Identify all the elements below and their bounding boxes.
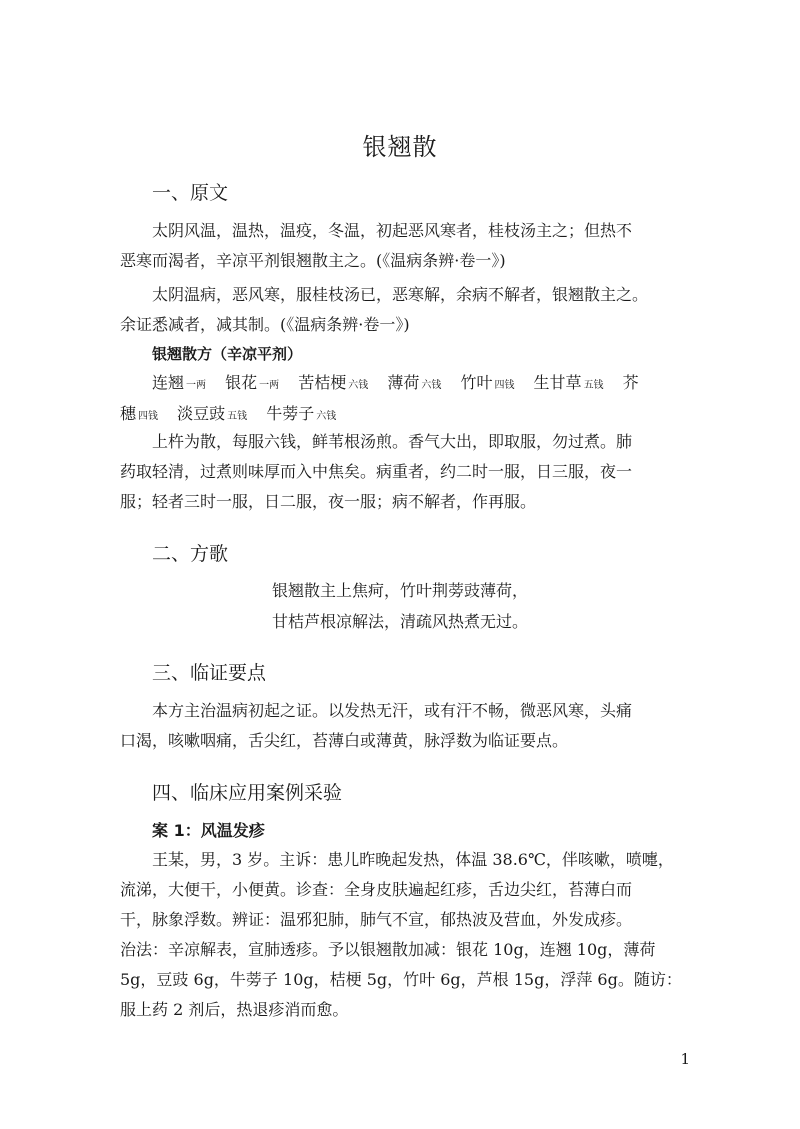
text-line: 药取轻清，过煮则味厚而入中焦矣。病重者，约二时一服，日三服，夜一: [120, 462, 633, 481]
text-line: 服；轻者三时一服，日二服，夜一服；病不解者，作再服。: [120, 492, 537, 511]
key-points-paragraph: [120, 696, 692, 756]
text-line: 王某，男，3 岁。主诉：患儿昨晚起发热，体温 38.6℃，伴咳嗽，喷嚏，: [152, 850, 674, 869]
herb-item: [177, 404, 247, 423]
herb-dose: 五钱: [227, 411, 248, 422]
herb-dose: 六钱: [421, 380, 442, 391]
original-paragraph-2: [120, 280, 692, 340]
herb-item: [387, 373, 441, 392]
text-line: 上杵为散，每服六钱，鲜苇根汤煎。香气大出，即取服，勿过煮。肺: [152, 432, 633, 451]
herb-name: 生甘草: [533, 373, 582, 392]
text-line: 流涕，大便干，小便黄。诊查：全身皮肤遍起红疹，舌边尖红，苔薄白而: [120, 880, 633, 899]
section-heading-song: 二、方歌: [152, 543, 229, 565]
page-title: 银翘散: [362, 133, 438, 161]
case-paragraph: [120, 845, 692, 1025]
herb-item: [266, 404, 336, 423]
text-line: 治法：辛凉解表，宣肺透疹。予以银翘散加减：银花 10g，连翘 10g，薄荷: [120, 940, 656, 959]
herb-name: 连翘: [152, 373, 185, 392]
text-line: 干，脉象浮数。辨证：温邪犯肺，肺气不宣，郁热波及营血，外发成疹。: [120, 910, 633, 929]
text-line: 太阴温病，恶风寒，服桂枝汤已，恶寒解，余病不解者，银翘散主之。: [152, 285, 649, 304]
herb-item: [225, 373, 279, 392]
text-line: 太阴风温，温热，温疫，冬温，初起恶风寒者，桂枝汤主之；但热不: [152, 221, 633, 240]
herb-dose: 四钱: [138, 411, 159, 422]
herb-name: 牛蒡子: [266, 404, 315, 423]
herb-name: 淡豆豉: [177, 404, 226, 423]
text-line: 5g，豆豉 6g，牛蒡子 10g，桔梗 5g，竹叶 6g，芦根 15g，浮萍 6g。随访：: [120, 970, 682, 989]
herb-name: 银花: [225, 373, 258, 392]
text-line: 余证悉减者，减其制。(《温病条辨·卷一》): [120, 315, 410, 334]
formula-title: 银翘散方（辛凉平剂）: [152, 345, 303, 363]
verse-line-2: 甘桔芦根凉解法，清疏风热煮无过。: [272, 612, 529, 631]
herb-dose: 六钱: [316, 411, 337, 422]
text-line: 恶寒而渴者，辛凉平剂银翘散主之。(《温病条辨·卷一》): [120, 251, 506, 270]
herb-list-line-1: [152, 370, 639, 393]
case-title: 案 1：风温发疹: [152, 821, 265, 840]
herb-item: [298, 373, 368, 392]
herb-name: 竹叶: [460, 373, 493, 392]
herb-name: 穗: [120, 404, 137, 423]
preparation-paragraph: [120, 427, 692, 517]
section-heading-cases: 四、临床应用案例采验: [152, 782, 343, 804]
section-heading-key-points: 三、临证要点: [152, 662, 267, 684]
text-line: 口渴，咳嗽咽痛，舌尖红，苔薄白或薄黄，脉浮数为临证要点。: [120, 731, 569, 750]
herb-item: [534, 373, 604, 392]
herb-list-line-2: [120, 401, 350, 424]
herb-dose: 一两: [259, 380, 280, 391]
page-number: 1: [680, 1050, 690, 1068]
text-line: 本方主治温病初起之证。以发热无汗，或有汗不畅，微恶风寒，头痛: [152, 701, 633, 720]
herb-name: 苦桔梗: [298, 373, 347, 392]
herb-item: [120, 404, 158, 423]
herb-dose: 四钱: [494, 380, 515, 391]
herb-name: 芥: [622, 373, 639, 392]
herb-item: [152, 373, 206, 392]
section-heading-original: 一、原文: [152, 182, 229, 204]
verse-line-1: 银翘散主上焦疴，竹叶荆蒡豉薄荷，: [272, 581, 529, 600]
herb-name: 薄荷: [387, 373, 420, 392]
text-line: 服上药 2 剂后，热退疹消而愈。: [120, 1000, 349, 1019]
herb-dose: 五钱: [583, 380, 604, 391]
herb-item: [460, 373, 514, 392]
herb-dose: 一两: [186, 380, 207, 391]
original-paragraph-1: [120, 216, 692, 276]
herb-dose: 六钱: [348, 380, 369, 391]
herb-item: [623, 373, 639, 392]
